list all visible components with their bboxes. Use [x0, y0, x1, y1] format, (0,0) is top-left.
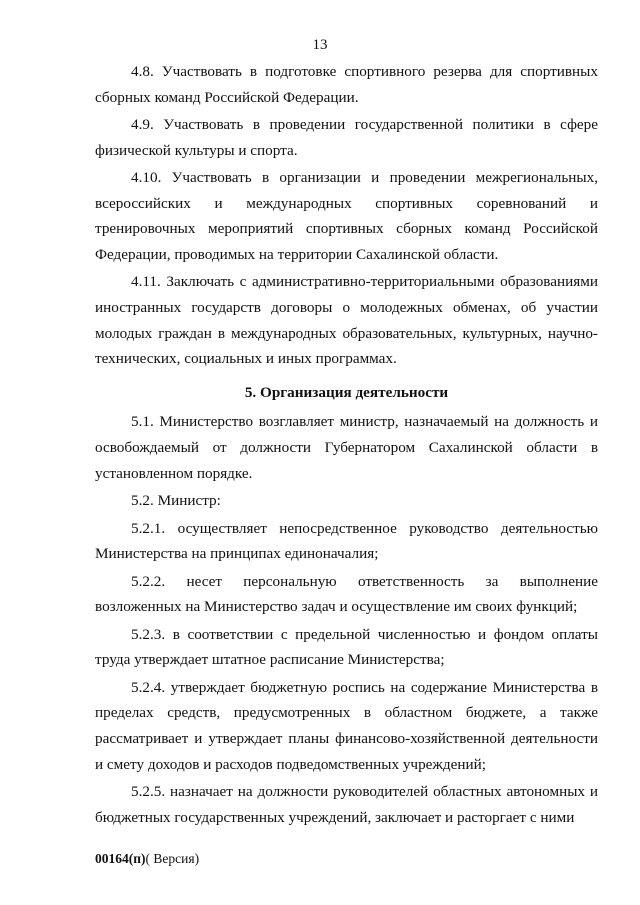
- footer-code: 00164(п): [95, 851, 146, 866]
- section-heading: 5. Организация деятельности: [244, 383, 449, 401]
- paragraph-4-10: 4.10. Участвовать в организации и проведении межрегиональных, всероссийских и международных спортивных соревнований и тренировочных мероприятий спортивных сборных команд Российской Федерации, проводимых на территории Сахалинской области.: [95, 169, 598, 263]
- paragraph-5-2-4: 5.2.4. утверждает бюджетную роспись на содержание Министерства в пределах средств, предусмотренных в областном бюджете, а также рассматривает и утверждает планы финансово-хозяйственной деятельности и смету доходов и расходов подведомственных учреждений;: [95, 678, 598, 773]
- paragraph-5-2-3: 5.2.3. в соответствии с предельной численностью и фондом оплаты труда утверждает штатное расписание Министерства;: [95, 625, 598, 669]
- document-body: [95, 59, 598, 832]
- document-footer: [95, 851, 199, 867]
- paragraph-5-2: 5.2. Министр:: [131, 492, 221, 510]
- paragraph-5-2-5: 5.2.5. назначает на должности руководителей областных автономных и бюджетных государственных учреждений, заключает и расторгает с ними: [95, 783, 598, 826]
- paragraph-5-2-2: 5.2.2. несет персональную ответственность за выполнение возложенных на Министерство задач и осуществление им своих функций;: [95, 572, 598, 616]
- paragraph-5-1: 5.1. Министерство возглавляет министр, назначаемый на должность и освобождаемый от должности Губернатором Сахалинской области в установленном порядке.: [95, 413, 598, 482]
- footer-label: ( Версия): [145, 851, 200, 866]
- paragraph-5-2-1: 5.2.1. осуществляет непосредственное руководство деятельностью Министерства на принципах единоначалия;: [95, 519, 598, 563]
- page-number: 13: [312, 37, 328, 53]
- paragraph-4-11: 4.11. Заключать с административно-территориальными образованиями иностранных государств договоры о молодежных обменах, об участии молодых граждан в международных образовательных, культурных, научно-технических, социальных и иных программах.: [95, 273, 598, 368]
- paragraph-4-9: 4.9. Участвовать в проведении государственной политики в сфере физической культуры и спорта.: [95, 116, 598, 159]
- paragraph-4-8: 4.8. Участвовать в подготовке спортивного резерва для спортивных сборных команд Российской Федерации.: [95, 63, 598, 106]
